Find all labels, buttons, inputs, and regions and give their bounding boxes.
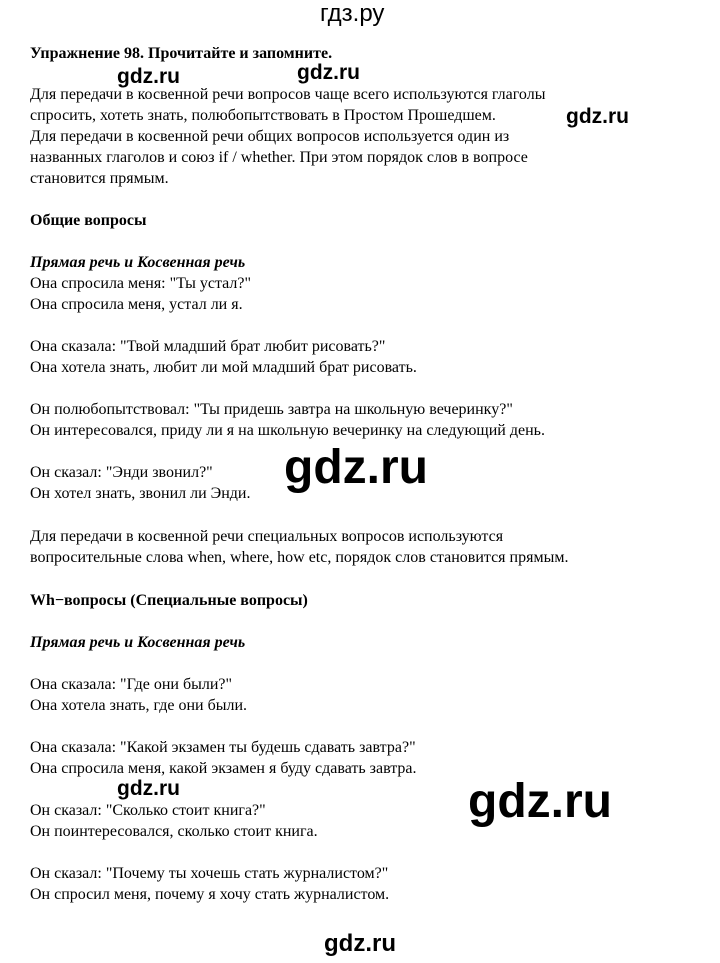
intro-line: спросить, хотеть знать, полюбопытствовать в Простом Прошедшем. — [30, 107, 496, 124]
example-indirect: Она спросила меня, какой экзамен я буду сдавать завтра. — [30, 760, 417, 777]
section-heading-wh: Wh−вопросы (Специальные вопросы) — [30, 592, 308, 609]
example-direct: Она сказала: "Твой младший брат любит рисовать?" — [30, 338, 386, 355]
example-indirect: Он спросил меня, почему я хочу стать журналистом. — [30, 886, 390, 903]
example-direct: Он сказал: "Энди звонил?" — [30, 464, 213, 481]
intro-line: Для передачи в косвенной речи общих вопросов используется один из — [30, 128, 510, 145]
example-indirect: Она хотела знать, где они были. — [30, 697, 248, 714]
watermark-small: gdz.ru — [117, 777, 180, 800]
speech-heading: Прямая речь и Косвенная речь — [30, 254, 246, 271]
watermark-large: gdz.ru — [468, 775, 612, 828]
section-heading-general: Общие вопросы — [30, 212, 147, 229]
example-indirect: Она спросила меня, устал ли я. — [30, 296, 243, 313]
intro-line: становится прямым. — [30, 170, 169, 187]
example-direct: Она сказала: "Какой экзамен ты будешь сдавать завтра?" — [30, 739, 416, 756]
example-direct: Она спросила меня: "Ты устал?" — [30, 275, 252, 292]
speech-heading: Прямая речь и Косвенная речь — [30, 634, 246, 651]
example-indirect: Он поинтересовался, сколько стоит книга. — [30, 823, 318, 840]
intro-line: названных глаголов и союз if / whether. При этом порядок слов в вопросе — [30, 149, 528, 166]
watermark-bottom: gdz.ru — [324, 930, 396, 957]
example-direct: Он сказал: "Сколько стоит книга?" — [30, 802, 266, 819]
watermark-small: gdz.ru — [117, 65, 180, 88]
special-intro-line: Для передачи в косвенной речи специальных вопросов используются — [30, 528, 504, 545]
exercise-heading: Упражнение 98. Прочитайте и запомните. — [30, 45, 333, 62]
watermark-small: gdz.ru — [297, 61, 360, 84]
watermark-large: gdz.ru — [284, 441, 428, 494]
watermark-small: gdz.ru — [566, 105, 629, 128]
special-intro-line: вопросительные слова when, where, how etc, порядок слов становится прямым. — [30, 549, 569, 566]
intro-line: Для передачи в косвенной речи вопросов чаще всего используются глаголы — [30, 86, 546, 103]
example-direct: Он сказал: "Почему ты хочешь стать журналистом?" — [30, 865, 389, 882]
example-indirect: Он интересовался, приду ли я на школьную вечеринку на следующий день. — [30, 422, 545, 439]
example-indirect: Она хотела знать, любит ли мой младший брат рисовать. — [30, 359, 417, 376]
example-direct: Она сказала: "Где они были?" — [30, 676, 233, 693]
example-direct: Он полюбопытствовал: "Ты придешь завтра на школьную вечеринку?" — [30, 401, 513, 418]
example-indirect: Он хотел знать, звонил ли Энди. — [30, 485, 251, 502]
watermark-top: гдз.ру — [320, 0, 385, 27]
